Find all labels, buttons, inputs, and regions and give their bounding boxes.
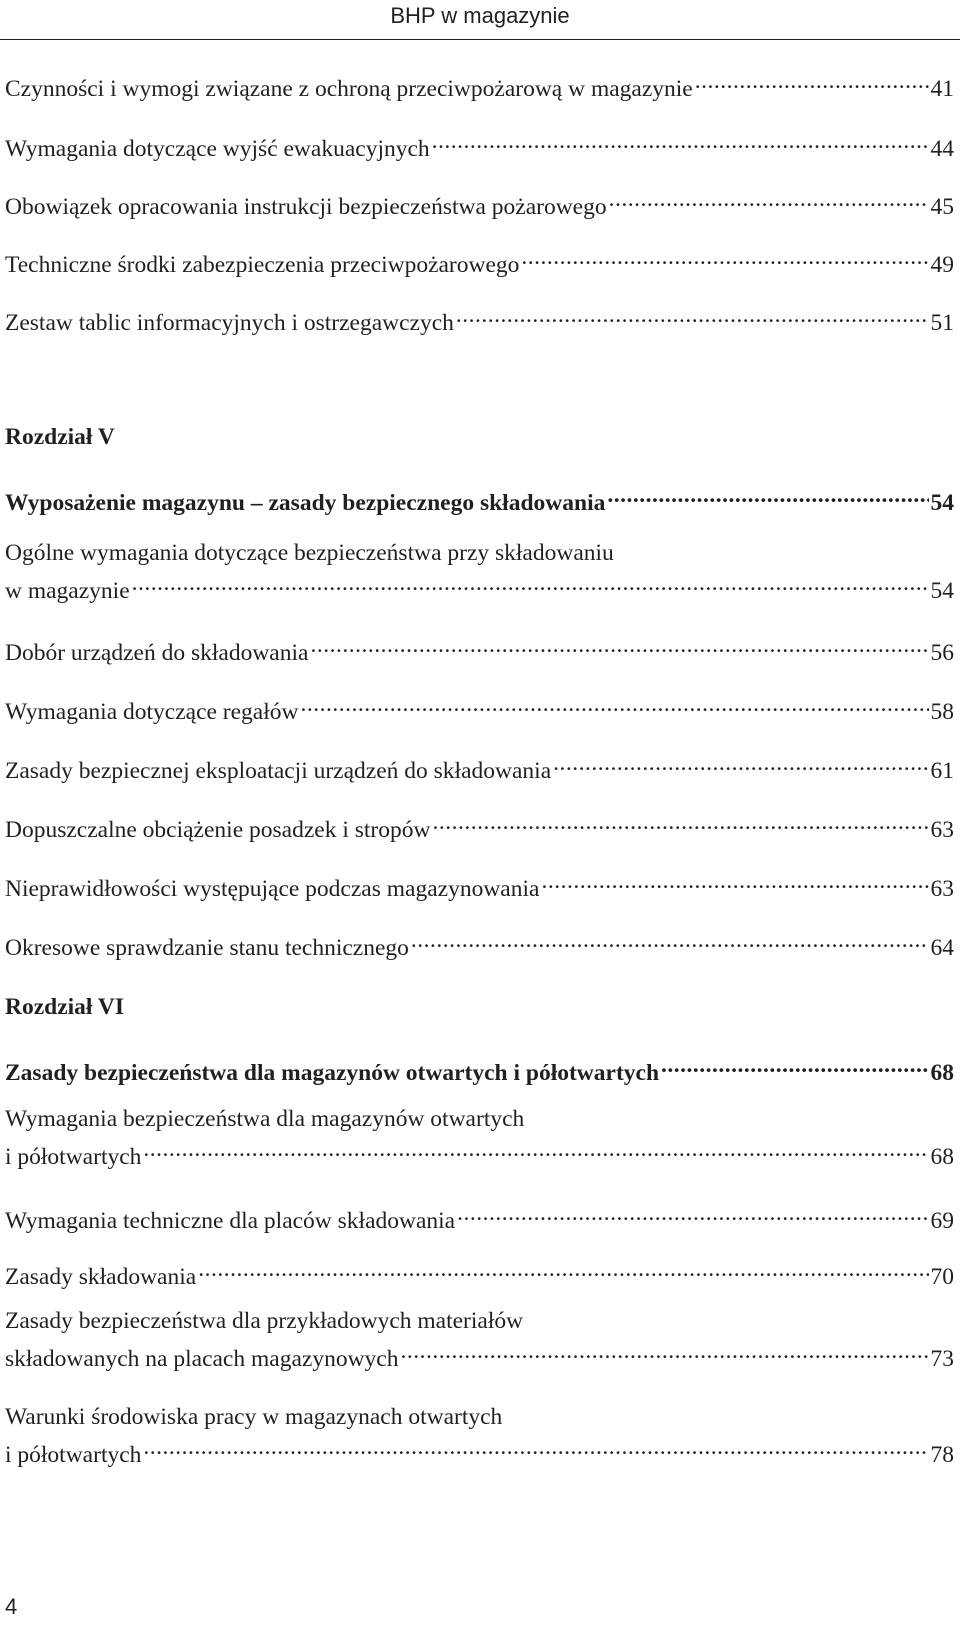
toc-entry-page: 69 (930, 1208, 954, 1234)
toc-entry-title-line1: Zasady bezpieczeństwa dla przykładowych materiałów (5, 1308, 524, 1334)
leader-dots (541, 866, 928, 896)
running-header-title: BHP w magazynie (390, 3, 570, 28)
toc-entry-page: 63 (930, 817, 954, 843)
toc-list-chapter6 (5, 1050, 954, 1468)
toc-entry[interactable] (5, 689, 954, 748)
toc-entry-title: w magazynie (5, 578, 130, 604)
toc-list-chapter5 (5, 480, 954, 984)
toc-entry[interactable] (5, 66, 954, 126)
toc-entry[interactable] (5, 1402, 954, 1468)
toc-entry-title: i półotwartych (5, 1442, 142, 1468)
leader-dots (609, 184, 929, 214)
leader-dots (456, 300, 929, 330)
toc-entry[interactable] (5, 1104, 954, 1198)
leader-dots (432, 126, 929, 156)
toc-entry-title: Dopuszczalne obciążenie posadzek i stropów (5, 817, 431, 843)
leader-dots (661, 1050, 928, 1080)
toc-entry[interactable] (5, 300, 954, 358)
toc-entry[interactable] (5, 1198, 954, 1254)
chapter-heading-entry[interactable] (5, 480, 954, 538)
toc-entry[interactable] (5, 1306, 954, 1402)
leader-dots (411, 925, 929, 955)
toc-entry-title: Okresowe sprawdzanie stanu technicznego (5, 935, 409, 961)
toc-entry[interactable] (5, 748, 954, 807)
toc-entry[interactable] (5, 1254, 954, 1306)
leader-dots (198, 1254, 928, 1284)
toc-entry[interactable] (5, 126, 954, 184)
toc-entry-title: Wymagania dotyczące regałów (5, 699, 299, 725)
chapter-heading-title: Zasady bezpieczeństwa dla magazynów otwartych i półotwartych (5, 1060, 660, 1086)
toc-entry-title-line1: Warunki środowiska pracy w magazynach otwartych (5, 1404, 503, 1430)
leader-dots (400, 1336, 928, 1366)
running-header (0, 0, 960, 40)
leader-dots (553, 748, 928, 778)
toc-entry[interactable] (5, 538, 954, 630)
toc-entry-title: Zestaw tablic informacyjnych i ostrzegawczych (5, 310, 454, 336)
chapter-heading-page: 68 (930, 1060, 954, 1086)
toc-entry-title: Nieprawidłowości występujące podczas magazynowania (5, 876, 540, 902)
leader-dots (143, 1134, 928, 1164)
toc-entry-title: Techniczne środki zabezpieczenia przeciwpożarowego (5, 252, 520, 278)
toc-entry-title-line1: Wymagania bezpieczeństwa dla magazynów otwartych (5, 1106, 525, 1132)
chapter-label: Rozdział VI (5, 994, 125, 1020)
chapter-heading-page: 54 (930, 490, 954, 516)
leader-dots (607, 480, 928, 510)
toc-entry-page: 49 (930, 252, 954, 278)
toc-entry-page: 51 (930, 310, 954, 336)
toc-entry-title: Zasady składowania (5, 1264, 197, 1290)
toc-entry-page: 78 (930, 1442, 954, 1468)
toc-entry-page: 63 (930, 876, 954, 902)
toc-entry-page: 41 (930, 76, 954, 102)
chapter-heading-title: Wyposażenie magazynu – zasady bezpiecznego składowania (5, 490, 606, 516)
toc-entry-page: 54 (930, 578, 954, 604)
leader-dots (143, 1432, 928, 1462)
toc-entry-title: Wymagania techniczne dla placów składowania (5, 1208, 456, 1234)
toc-entry-page: 58 (930, 699, 954, 725)
leader-dots (695, 66, 929, 96)
toc-entry-page: 44 (930, 136, 954, 162)
toc-entry-title-line1: Ogólne wymagania dotyczące bezpieczeństwa przy składowaniu (5, 540, 614, 566)
toc-entry-page: 64 (930, 935, 954, 961)
leader-dots (432, 807, 928, 837)
toc-entry-page: 70 (930, 1264, 954, 1290)
toc-entry-title: składowanych na placach magazynowych (5, 1346, 399, 1372)
leader-dots (310, 630, 928, 660)
toc-entry[interactable] (5, 242, 954, 300)
toc-entry-title: Zasady bezpiecznej eksploatacji urządzeń do składowania (5, 758, 552, 784)
toc-entry[interactable] (5, 630, 954, 689)
toc-entry[interactable] (5, 807, 954, 866)
leader-dots (457, 1198, 928, 1228)
toc-entry-title: Wymagania dotyczące wyjść ewakuacyjnych (5, 136, 430, 162)
chapter-heading-entry[interactable] (5, 1050, 954, 1104)
toc-list-part1 (5, 66, 954, 358)
toc-entry[interactable] (5, 184, 954, 242)
toc-entry[interactable] (5, 866, 954, 925)
toc-entry-title: i półotwartych (5, 1144, 142, 1170)
chapter-label: Rozdział V (5, 424, 115, 450)
toc-entry-page: 73 (930, 1346, 954, 1372)
page-number: 4 (5, 1594, 18, 1619)
toc-entry-page: 68 (930, 1144, 954, 1170)
toc-entry[interactable] (5, 925, 954, 984)
leader-dots (521, 242, 928, 272)
toc-entry-page: 61 (930, 758, 954, 784)
toc-entry-page: 45 (930, 194, 954, 220)
leader-dots (132, 568, 929, 598)
toc-entry-title: Obowiązek opracowania instrukcji bezpieczeństwa pożarowego (5, 194, 607, 220)
toc-entry-title: Czynności i wymogi związane z ochroną przeciwpożarową w magazynie (5, 76, 693, 102)
leader-dots (301, 689, 929, 719)
toc-entry-page: 56 (930, 640, 954, 666)
toc-entry-title: Dobór urządzeń do składowania (5, 640, 309, 666)
